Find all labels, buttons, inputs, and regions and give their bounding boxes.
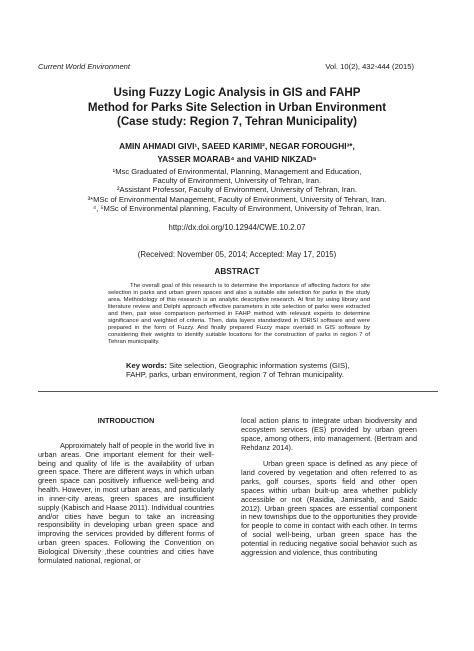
affiliation-line: ¹Msc Graduated of Environmental, Planning, Management and Education, xyxy=(112,167,362,176)
doi-link[interactable]: http://dx.doi.org/10.12944/CWE.10.2.07 xyxy=(168,223,306,232)
keywords-label: Key words: xyxy=(126,361,167,370)
left-column xyxy=(38,417,214,566)
section-divider xyxy=(38,391,438,392)
title-line: Using Fuzzy Logic Analysis in GIS and FAHP xyxy=(113,86,361,99)
keywords-text: Site selection, Geographic information systems (GIS), FAHP, parks, urban environment, region 7 of Tehran municipality. xyxy=(126,361,350,380)
affiliation-line: Faculty of Environment, University of Tehran, Iran. xyxy=(152,176,322,186)
running-header xyxy=(38,62,414,74)
keywords xyxy=(126,361,366,380)
authors-line: AMIN AHMADI GIVI¹, SAEED KARIMI², NEGAR FOROUGHI³*, xyxy=(119,141,355,151)
title-line: Method for Parks Site Selection in Urban Environment xyxy=(87,100,387,114)
volume-info: Vol. 10(2), 432-444 (2015) xyxy=(325,62,414,71)
authors-line: YASSER MOARAB⁴ and VAHID NIKZAD⁵ xyxy=(157,153,317,164)
affiliation-line: ³*MSc of Environmental Management, Faculty of Environment, University of Tehran, Iran. xyxy=(87,194,387,204)
body-paragraph: local action plans to integrate urban biodiversity and ecosystem services (ES) provided by urban green space, among others, into management. (Bertram and Rehdanz 2014). xyxy=(241,416,417,452)
body-paragraph: Approximately half of people in the world live in urban areas. One important element for their well-being and quality of life is the availability of urban green space. There are different ways in which urban green space can positively influence well-being and health. However, in most urban areas, and particularly in inner-city areas, green spaces are insufficient supply (Kabisch and Haase 2011). Individual countries and/or cities have begun to take an increasing responsibility in developing urban green space and improving the services provided by different forms of urban green spaces. Following the Convention on Biological Diversity ,these countries and cities have formulated national, regional, or xyxy=(38,440,214,565)
abstract-text: The overall goal of this research is to determine the importance of affecting factors for site selection in parks and urban green spaces and also a suitable site selection for parks in the study area. Methodology of this research is an analytic descriptive research. At first by using library and literature review and Delphi approach effective parameters in site selection of parks were extracted and then, pair wise comparison performed in FAHP method with relevant experts to determine significance and weighted of criteria. Then, data layers standardized in IDRISI software and were prepared in the form of Fuzzy. And finally prepared Fuzzy maps overlaid in GIS software by considering their weights to identify suitable locations for the construction of parks in region 7 of Tehran municipality. xyxy=(108,283,370,345)
abstract-heading: ABSTRACT xyxy=(214,267,260,276)
affiliation-line: ⁴, ⁵MSc of Environmental planning, Faculty of Environment, University of Tehran, Iran. xyxy=(92,203,382,213)
author-list xyxy=(40,140,434,165)
paper-title xyxy=(40,86,434,130)
title-line: (Case study: Region 7, Tehran Municipality) xyxy=(116,115,358,129)
affiliation-line: ²Assistant Professor, Faculty of Environment, University of Tehran, Iran. xyxy=(116,185,357,195)
affiliations xyxy=(40,167,434,213)
introduction-heading: INTRODUCTION xyxy=(97,416,155,425)
body-paragraph: Urban green space is defined as any piece of land covered by vegetation and often referred to as parks, golf courses, sports field and other open spaces within urban built-up area whether publicly accessible or not (Rasidia, Jamirsahb, and Saidc 2012). Urban green spaces are essential component in new townships due to the opportunities they provide for people to come in contact with each other. In terms of social well-being, urban green space has the potential in reducing negative social behavior such as aggression and violence, thus contributing xyxy=(241,459,417,557)
journal-name: Current World Environment xyxy=(38,62,131,71)
right-column xyxy=(241,417,417,558)
received-dates: (Received: November 05, 2014; Accepted: May 17, 2015) xyxy=(137,250,337,259)
